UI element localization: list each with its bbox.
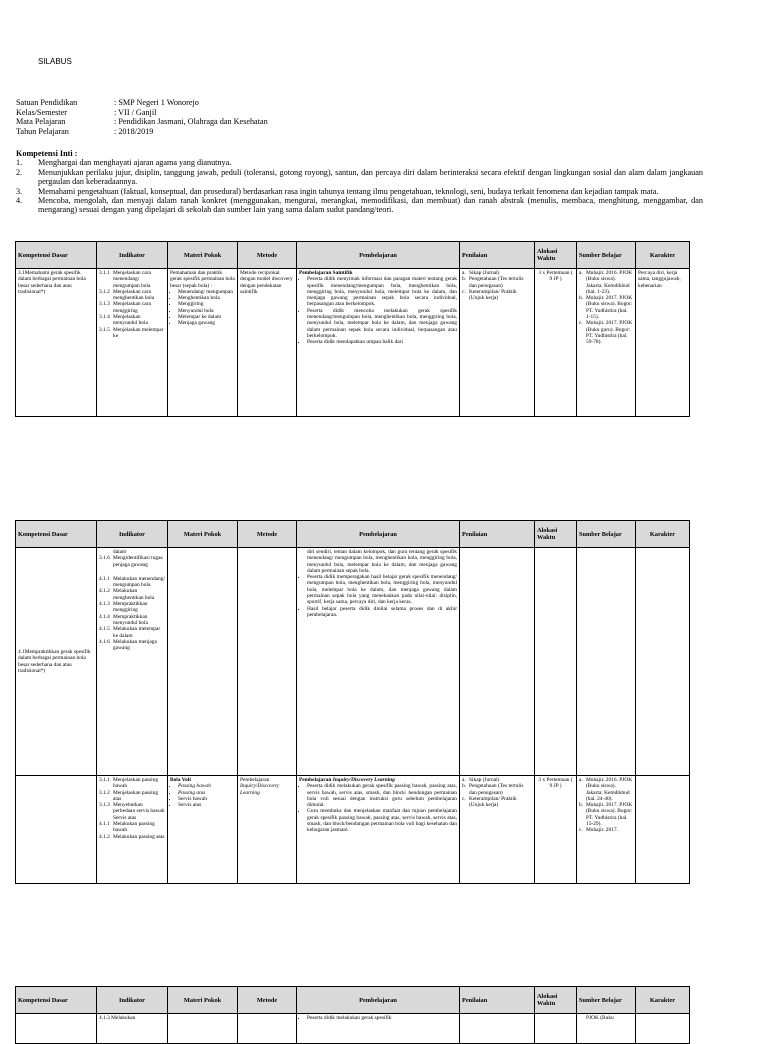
materi-item: • Servis bawah [178,796,235,802]
sumber-letter: b. [579,802,584,809]
pembelajaran-list [299,574,457,618]
sumber-letter: a. [579,270,583,276]
indikator-number: 4.1.4 [99,613,110,620]
indikator-text: Melakukan menghentikan bola [113,588,155,601]
penilaian-text: Keterampilan/ Praktik (Unjuk kerja) [469,288,517,302]
metode-text: Pembelajaran [240,777,270,783]
pembelajaran-item: • Peserta didik menyimak informasi dan paragan materi tentang gerak spesifik menendang/mengumpan bola, menghentikan bola, menggiring bola, menyundul bola, melempar bola ke dalam, dan menjaga gawang permainan sepak bola secara individual, berpasangan atau berkelompok. [307,276,457,307]
pembelajaran-item: • Guru membuka dan menjelaskan manfaat dan tujuan pembelajaran gerak spesifik passing bawah, passing atas, servis bawah, servis atas, smash, dan block/bendungan permainan bola voli bagi kesehatan dan kebugaran jasmani. [307,808,457,833]
ki-item [16,187,703,196]
indikator-number: 3.1.2 [99,288,110,295]
indikator-cell: 4.1.3 Melakukan [97,1014,168,1044]
karakter-cell [636,776,690,884]
indikator-item [99,790,165,803]
indikator-item [99,821,165,834]
indikator-text: Menjelaskan passing atas [113,789,159,802]
indikator-item [99,327,165,340]
pembelajaran-item: • Hasil belajar peserta didik dinilai selama proses dan di akhir pembelajaran. [307,606,457,619]
sumber-text: Muhajir. 2017. PJOK (Buku siswa). Bogor: PT. Yudhistira (hal. 15-29). [586,802,633,828]
sumber-item [579,827,633,833]
document-title: SILABUS [38,57,72,66]
indikator-number: 4.1.2 [99,588,110,595]
table-row [16,1014,690,1044]
ki-number: 1. [16,158,23,168]
kd-cell: 3.1Memahami gerak spesifik dalam berbagai permainan bola besar sederhana dan atau tradisional*) [16,269,97,417]
header-cell: Alokasi Waktu [535,242,577,269]
header-cell: Metode [238,987,297,1014]
sumber-cell [577,269,636,417]
materi-item: • Servis atas [178,802,235,808]
sumber-item [579,270,633,295]
materi-text: Passing atas [178,789,206,796]
header-cell: Karakter [636,987,690,1014]
indikator-number: 3.1.6 [99,555,110,562]
metode-cell [238,548,297,776]
penilaian-cell [460,1014,535,1044]
header-cell: Indikator [97,242,168,269]
pembelajaran-heading: Pembelajaran Saintifik [299,270,353,276]
pembelajaran-heading-text: Pembelajaran [299,777,332,783]
kd-cell [16,776,97,884]
penilaian-text: Sikap (Jurnal) [469,777,500,783]
sumber-text: Muhajir. 2017. PJOK (Buku guru). Bogor: PT. Yudhistira (hal. 59-78). [586,320,633,346]
indikator-number: 4.1.2 [99,833,110,840]
materi-item: • Menggiring [178,301,235,307]
kompetensi-inti [16,149,703,215]
kd-cell: 4.1Mempraktikkan gerak spesifik dalam berbagai permainan bola besar sederhana dan atau tradisional*) [16,548,97,776]
materi-item: • Menendang/ mengumpan [178,289,235,295]
alokasi-cell: 3 x Pertemuan ( 9 JP ) [535,269,577,417]
pembelajaran-item: • Peserta didik mencoba melakukan gerak spesifik menendang/mengumpan bola, menghentikan bola, menggiring bola, menyundul bola, melempar bola ke dalam, dan menjaga gawang dalam permainan sepak bola secara individual, berpasangan atau berkelompok. [307,308,457,339]
info-row [16,117,268,127]
penilaian-letter: c. [462,795,466,802]
header-cell: Penilaian [460,242,535,269]
kd-cell [16,1014,97,1044]
penilaian-cell [460,548,535,776]
indikator-text: Mempraktikkan menyundul bola [113,613,148,626]
header-cell: Sumber Belajar [577,987,636,1014]
indikator-item [99,802,165,821]
karakter-cell [636,548,690,776]
header-row [16,987,690,1014]
header-cell: Indikator [97,521,168,548]
ki-heading: Kompetensi Inti : [16,149,78,158]
indikator-item [99,614,165,627]
indikator-text: Melakukan passing bawah [113,821,155,834]
header-row [16,242,690,269]
pembelajaran-item: • Peserta didik mendapatkan umpan balik dari [307,339,457,345]
materi-list [170,289,235,327]
sumber-text: Muhajir. 2017. PJOK (Buku siswa). Bogor: PT. Yudhistira (hal. 1-15). [586,295,633,321]
table-row [16,548,690,776]
indikator-text: Melakukan menendang/ mengumpan bola [113,575,165,589]
indikator-number: 4.1.5 [99,626,110,633]
indikator-item [99,555,165,568]
header-cell: Materi Pokok [168,242,238,269]
karakter-cell [636,1014,690,1044]
indikator-item [99,588,165,601]
indikator-number: 4.1.1 [99,821,110,828]
ki-number: 3. [16,186,23,196]
pembelajaran-list [299,276,457,345]
alokasi-cell [535,1014,577,1044]
ki-item [16,168,703,187]
info-row [16,127,268,137]
indikator-number: 3.1.3 [99,301,110,308]
info-label: Kelas/Semester [16,107,67,117]
sumber-text: Muhajir. 2016. PJOK (Buku siswa). Jakarta: Kemdikbud (hal. 24-40). [586,777,633,802]
indikator-text: Menjelaskan cara menggiring [113,301,151,314]
info-value: : VII / Ganjil [114,107,157,117]
metode-cell [238,776,297,884]
sumber-cell [577,776,636,884]
table-row [16,269,690,417]
sumber-letter: c. [579,320,583,327]
alokasi-cell: 3 x Pertemuan ( 9 JP ) [535,776,577,884]
header-cell: Penilaian [460,521,535,548]
header-cell: Materi Pokok [168,521,238,548]
indikator-text: Melakukan passing atas [113,833,165,840]
syllabus-table-3 [15,986,690,1044]
pembelajaran-item: • Peserta didik melakukan gerak spesifik [307,1015,457,1021]
indikator-item [99,576,165,589]
ki-text: Mencoba, mengolah, dan menyaji dalam ranah konkret (menggunakan, mengurai, merangkai, memodifikasi, dan membuat) dan ranah abstrak (menulis, membaca, menghitung, menggambar, dan mengarang) sesuai dengan yang dipelajari di sekolah dan sumber lain yang sama dalam sudut pandang/teori. [38,196,703,215]
indikator-item [99,601,165,614]
materi-cell [168,548,238,776]
penilaian-letter: c. [462,288,466,295]
header-cell: Sumber Belajar [577,242,636,269]
sumber-cell [577,1014,636,1044]
pembelajaran-cell [297,269,460,417]
indikator-continuation: dalam [113,549,127,555]
indikator-item [99,289,165,302]
indikator-number: 4.1.3 [99,601,110,608]
identity-block [16,98,268,136]
penilaian-cell [460,776,535,884]
info-label: Satuan Pendidikan [16,98,78,107]
pembelajaran-list [299,783,457,833]
indikator-text: Melakukan melempar ke dalam [113,626,161,639]
pembelajaran-cell [297,548,460,776]
sumber-letter: b. [579,295,584,302]
metode-text-italic: Inquiry/Discovery Learning [240,783,280,796]
penilaian-text: Pengetahuan (Tes tertulis dan penugasan) [469,276,524,289]
header-cell: Alokasi Waktu [535,987,577,1014]
indikator-text: Menjelaskan melempar ke [113,326,164,339]
header-cell: Sumber Belajar [577,521,636,548]
syllabus-table-1 [15,241,690,417]
indikator-cell [97,269,168,417]
pembelajaran-continuation: diri sendiri, teman dalam kelompok, dan guru tentang gerak spesifik menendang/ mengumpan bola, menghentikan bola, menggiring bola, menyundul bola, melempar bola ke dalam, dan menjaga gawang dalam permainan sepak bola. [307,549,457,574]
penilaian-text: Sikap (Jurnal) [469,270,500,276]
indikator-item [99,834,165,840]
indikator-number: 3.1.4 [99,314,110,321]
indikator-text: Menjelaskan cara menendang/ mengumpan bola [113,270,151,289]
indikator-item [99,301,165,314]
indikator-text: Mempraktikkan menggiring [113,601,148,614]
header-cell: Karakter [636,521,690,548]
pembelajaran-item: • Peserta didik memperagakan hasil belajar gerak spesifik menendang/ mengumpan bola, menghentikan bola, menggiring bola, menyundul bola, melempar bola ke dalam, dan menjaga gawang dalam permainan sepak bola yang menekankan pada nilai-nilai: disiplin, sportif, kerja sama, percaya diri, dan kerja keras. [307,574,457,605]
indikator-number: 3.1.5 [99,326,110,333]
info-value: : 2018/2019 [114,126,154,136]
indikator-number: 4.1.1 [99,575,110,582]
indikator-text: Menjelaskan passing bawah [113,777,159,790]
indikator-item [99,270,165,289]
header-cell: Pembelajaran [297,987,460,1014]
sumber-item [579,320,633,345]
sumber-letter: a. [579,777,583,783]
pembelajaran-cell [297,1014,460,1044]
materi-item: • Melempar ke dalam [178,314,235,320]
info-row [16,108,268,118]
karakter-cell: Percaya diri, kerja sama, tanggujawab, kebenarian [636,269,690,417]
indikator-number: 3.1.2 [99,789,110,796]
ki-item [16,196,703,215]
indikator-item [99,777,165,790]
header-cell: Penilaian [460,987,535,1014]
indikator-number: 3.1.1 [99,270,110,276]
indikator-number: 4.1.6 [99,638,110,645]
table-row [16,776,690,884]
info-value: : SMP Negeri 1 Wonorejo [114,98,199,107]
ki-text: Menunjukkan perilaku jujur, disiplin, tanggung jawab, peduli (toleransi, gotong royong), santun, dan percaya diri dalam berinteraksi secara efektif dengan lingkungan sosial dan alam dalam jangkauan pergaulan dan keberadaannya. [38,167,703,187]
pembelajaran-heading-italic: Inquiry/Discovery Learning [332,777,395,783]
header-row [16,521,690,548]
syllabus-table-2 [15,520,690,884]
header-cell: Karakter [636,242,690,269]
info-label: Mata Pelajaran [16,117,66,127]
sumber-text: PJOK (Buku [586,1015,614,1021]
materi-intro: Pemahaman dan praktik gerak spesifik permainan bola besar (sepak bola) : [170,270,235,289]
penilaian-text: Keterampilan/ Praktik (Unjuk kerja) [469,795,517,809]
pembelajaran-list [299,1015,457,1021]
sumber-text: Muhajir. 2016. PJOK (Buku siswa). Jakarta: Kemdikbud (hal. 1-23). [586,270,633,295]
penilaian-item [462,796,532,809]
penilaian-letter: a. [462,270,466,276]
penilaian-item [462,289,532,302]
header-cell: Kompetensi Dasar [16,521,97,548]
info-label: Tahun Pelajaran [16,126,69,136]
alokasi-cell [535,548,577,776]
materi-text: Passing bawah [178,783,211,790]
ki-number: 2. [16,167,23,177]
penilaian-item [462,276,532,289]
header-cell: Kompetensi Dasar [16,987,97,1014]
penilaian-text: Pengetahuan (Tes tertulis dan penugasan) [469,783,524,796]
penilaian-cell [460,269,535,417]
indikator-item [99,314,165,327]
indikator-item [99,626,165,639]
sumber-text: Muhajir. 2017. [586,827,618,834]
sumber-item [579,295,633,320]
header-cell: Alokasi Waktu [535,521,577,548]
metode-cell: Metode reciprokal dengan model discovery dengan pendekatan saintifik [238,269,297,417]
penilaian-letter: b. [462,783,467,790]
materi-list [170,783,235,808]
pembelajaran-cell [297,776,460,884]
ki-item [16,158,703,167]
materi-cell [168,1014,238,1044]
sumber-letter: c. [579,827,583,834]
penilaian-letter: a. [462,777,466,783]
materi-item: • Menjaga gawang [178,320,235,326]
indikator-text: Menjelaskan menyundul bola [113,314,148,327]
header-cell: Metode [238,242,297,269]
sumber-item [579,777,633,802]
indikator-item [99,639,165,652]
materi-cell [168,776,238,884]
materi-cell [168,269,238,417]
materi-item: • Menghentikan bola [178,295,235,301]
header-cell: Metode [238,521,297,548]
header-cell: Kompetensi Dasar [16,242,97,269]
ki-number: 4. [16,196,23,206]
penilaian-item [462,783,532,796]
indikator-text: Menyebutkan perbedaan servis bawah Servis atas [113,802,165,821]
materi-item: • Menyundul bola [178,308,235,314]
indikator-number: 3.1.3 [99,802,110,809]
indikator-text: Melakukan menjaga gawang [113,638,157,652]
indikator-cell [97,548,168,776]
header-cell: Pembelajaran [297,521,460,548]
ki-text: Menghargai dan menghayati ajaran agama yang dianutnya. [38,158,232,168]
sumber-cell [577,548,636,776]
indikator-cell [97,776,168,884]
penilaian-letter: b. [462,276,467,283]
header-cell: Pembelajaran [297,242,460,269]
ki-text: Memahami pengetahuan (faktual, konseptual, dan prosedural) berdasarkan rasa ingin tahunya tentang ilmu pengetahuan, teknologi, seni, budaya terkait fenomena dan kejadian tampak mata. [38,186,659,196]
indikator-text: Mengidentifikasi tugas penjaga gawang [113,555,163,568]
info-value: : Pendidikan Jasmani, Olahraga dan Kesehatan [114,117,268,127]
materi-heading: Bola Voli [170,777,191,783]
sumber-item [579,802,633,827]
pembelajaran-item: • Peserta didik melakukan gerak spesifik passing bawah, passing atas, servis bawah, servis atas, smash, dan block/ bendungan permainan bola voli sesuai dengan instruksi guru sebelum pembelajaran dimulai. [307,783,457,808]
indikator-text: Menjelaskan cara menghentikan bola [113,288,155,302]
header-cell: Indikator [97,987,168,1014]
metode-cell [238,1014,297,1044]
indikator-number: 3.1.1 [99,777,110,783]
header-cell: Materi Pokok [168,987,238,1014]
info-row [16,98,268,108]
